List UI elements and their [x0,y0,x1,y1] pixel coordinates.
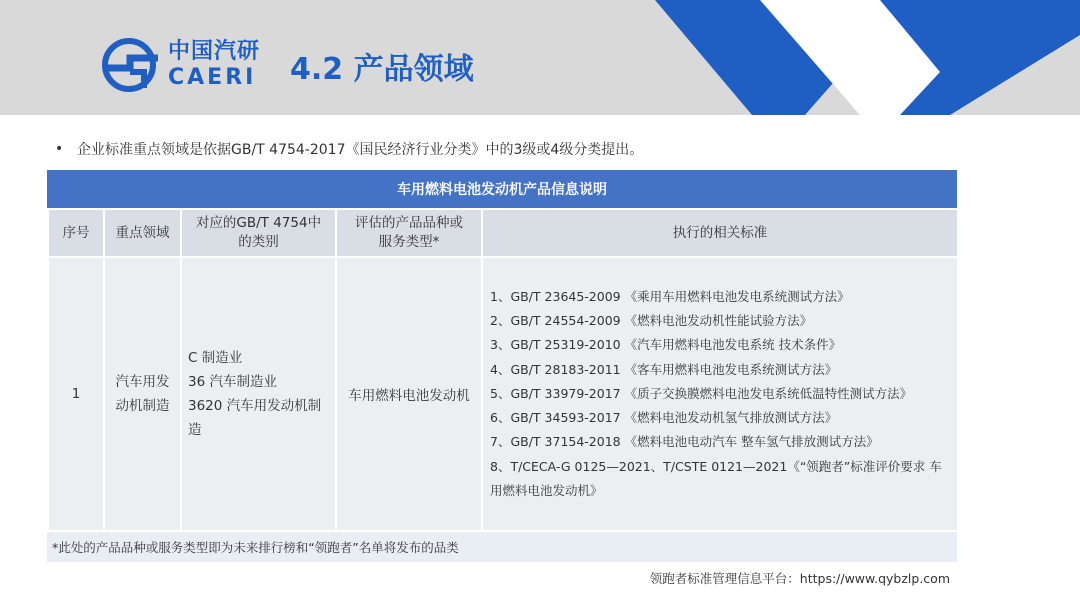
table-title: 车用燃料电池发动机产品信息说明 [47,170,957,208]
intro-text: 企业标准重点领域是依据GB/T 4754-2017《国民经济行业分类》中的3级或4级分类提出。 [77,142,644,158]
cell-field-line1: 汽车用发 [115,374,170,390]
intro-bullet [55,139,643,159]
cell-product: 车用燃料电池发动机 [336,257,482,531]
cell-field [104,257,181,531]
logo-chinese-name: 中国汽研 [168,39,261,64]
caeri-logo [100,36,260,94]
platform-link: 领跑者标准管理信息平台：https://www.qybzlp.com [649,571,950,586]
header-seq: 序号 [48,209,104,257]
header-product-line1: 评估的产品品种或 [355,215,463,231]
standard-item: 用燃料电池发动机》 [490,483,603,499]
category-line-1: C 制造业 [188,350,243,366]
header-field: 重点领域 [104,209,181,257]
cell-category [181,257,336,531]
logo-english-name: CAERI [168,65,257,90]
standard-item: 3、GB/T 25319-2010 《汽车用燃料电池发电系统 技术条件》 [490,337,842,353]
standard-item: 4、GB/T 28183-2011 《客车用燃料电池发电系统测试方法》 [490,361,838,377]
category-line-2: 36 汽车制造业 [188,374,277,390]
standard-item: 6、GB/T 34593-2017 《燃料电池发动机氢气排放测试方法》 [490,410,838,426]
standards-list [484,285,956,504]
info-table [47,208,959,532]
cell-field-line2: 动机制造 [115,398,170,414]
header-product-line2: 服务类型* [378,234,440,250]
product-info-table [47,170,957,562]
standard-item: 7、GB/T 37154-2018 《燃料电池电动汽车 整车氢气排放测试方法》 [490,434,879,450]
header-gbt-line1: 对应的GB/T 4754中 [195,215,322,231]
standard-item: 1、GB/T 23645-2009 《乘用车用燃料电池发电系统测试方法》 [490,288,850,304]
category-line-3: 3620 汽车用发动机制造 [188,398,322,438]
table-row [48,257,958,531]
caeri-logo-icon [100,36,162,94]
table-header-row [48,209,958,257]
header-gbt-line2: 的类别 [238,234,279,250]
cell-standards [482,257,958,531]
header-gbt-category [181,209,336,257]
bullet-icon: • [55,141,64,157]
standard-item: 5、GB/T 33979-2017 《质子交换膜燃料电池发电系统低温特性测试方法》 [490,385,913,401]
table-footnote: *此处的产品品种或服务类型即为未来排行榜和“领跑者”名单将发布的品类 [47,532,957,562]
standard-item: 8、T/CECA-G 0125—2021、T/CSTE 0121—2021《“领跑者”标准评价要求 车 [490,458,942,474]
cell-seq: 1 [48,257,104,531]
page-title: 4.2 产品领域 [290,52,474,87]
header-product-type [336,209,482,257]
header-standards: 执行的相关标准 [482,209,958,257]
standard-item: 2、GB/T 24554-2009 《燃料电池发动机性能试验方法》 [490,312,813,328]
